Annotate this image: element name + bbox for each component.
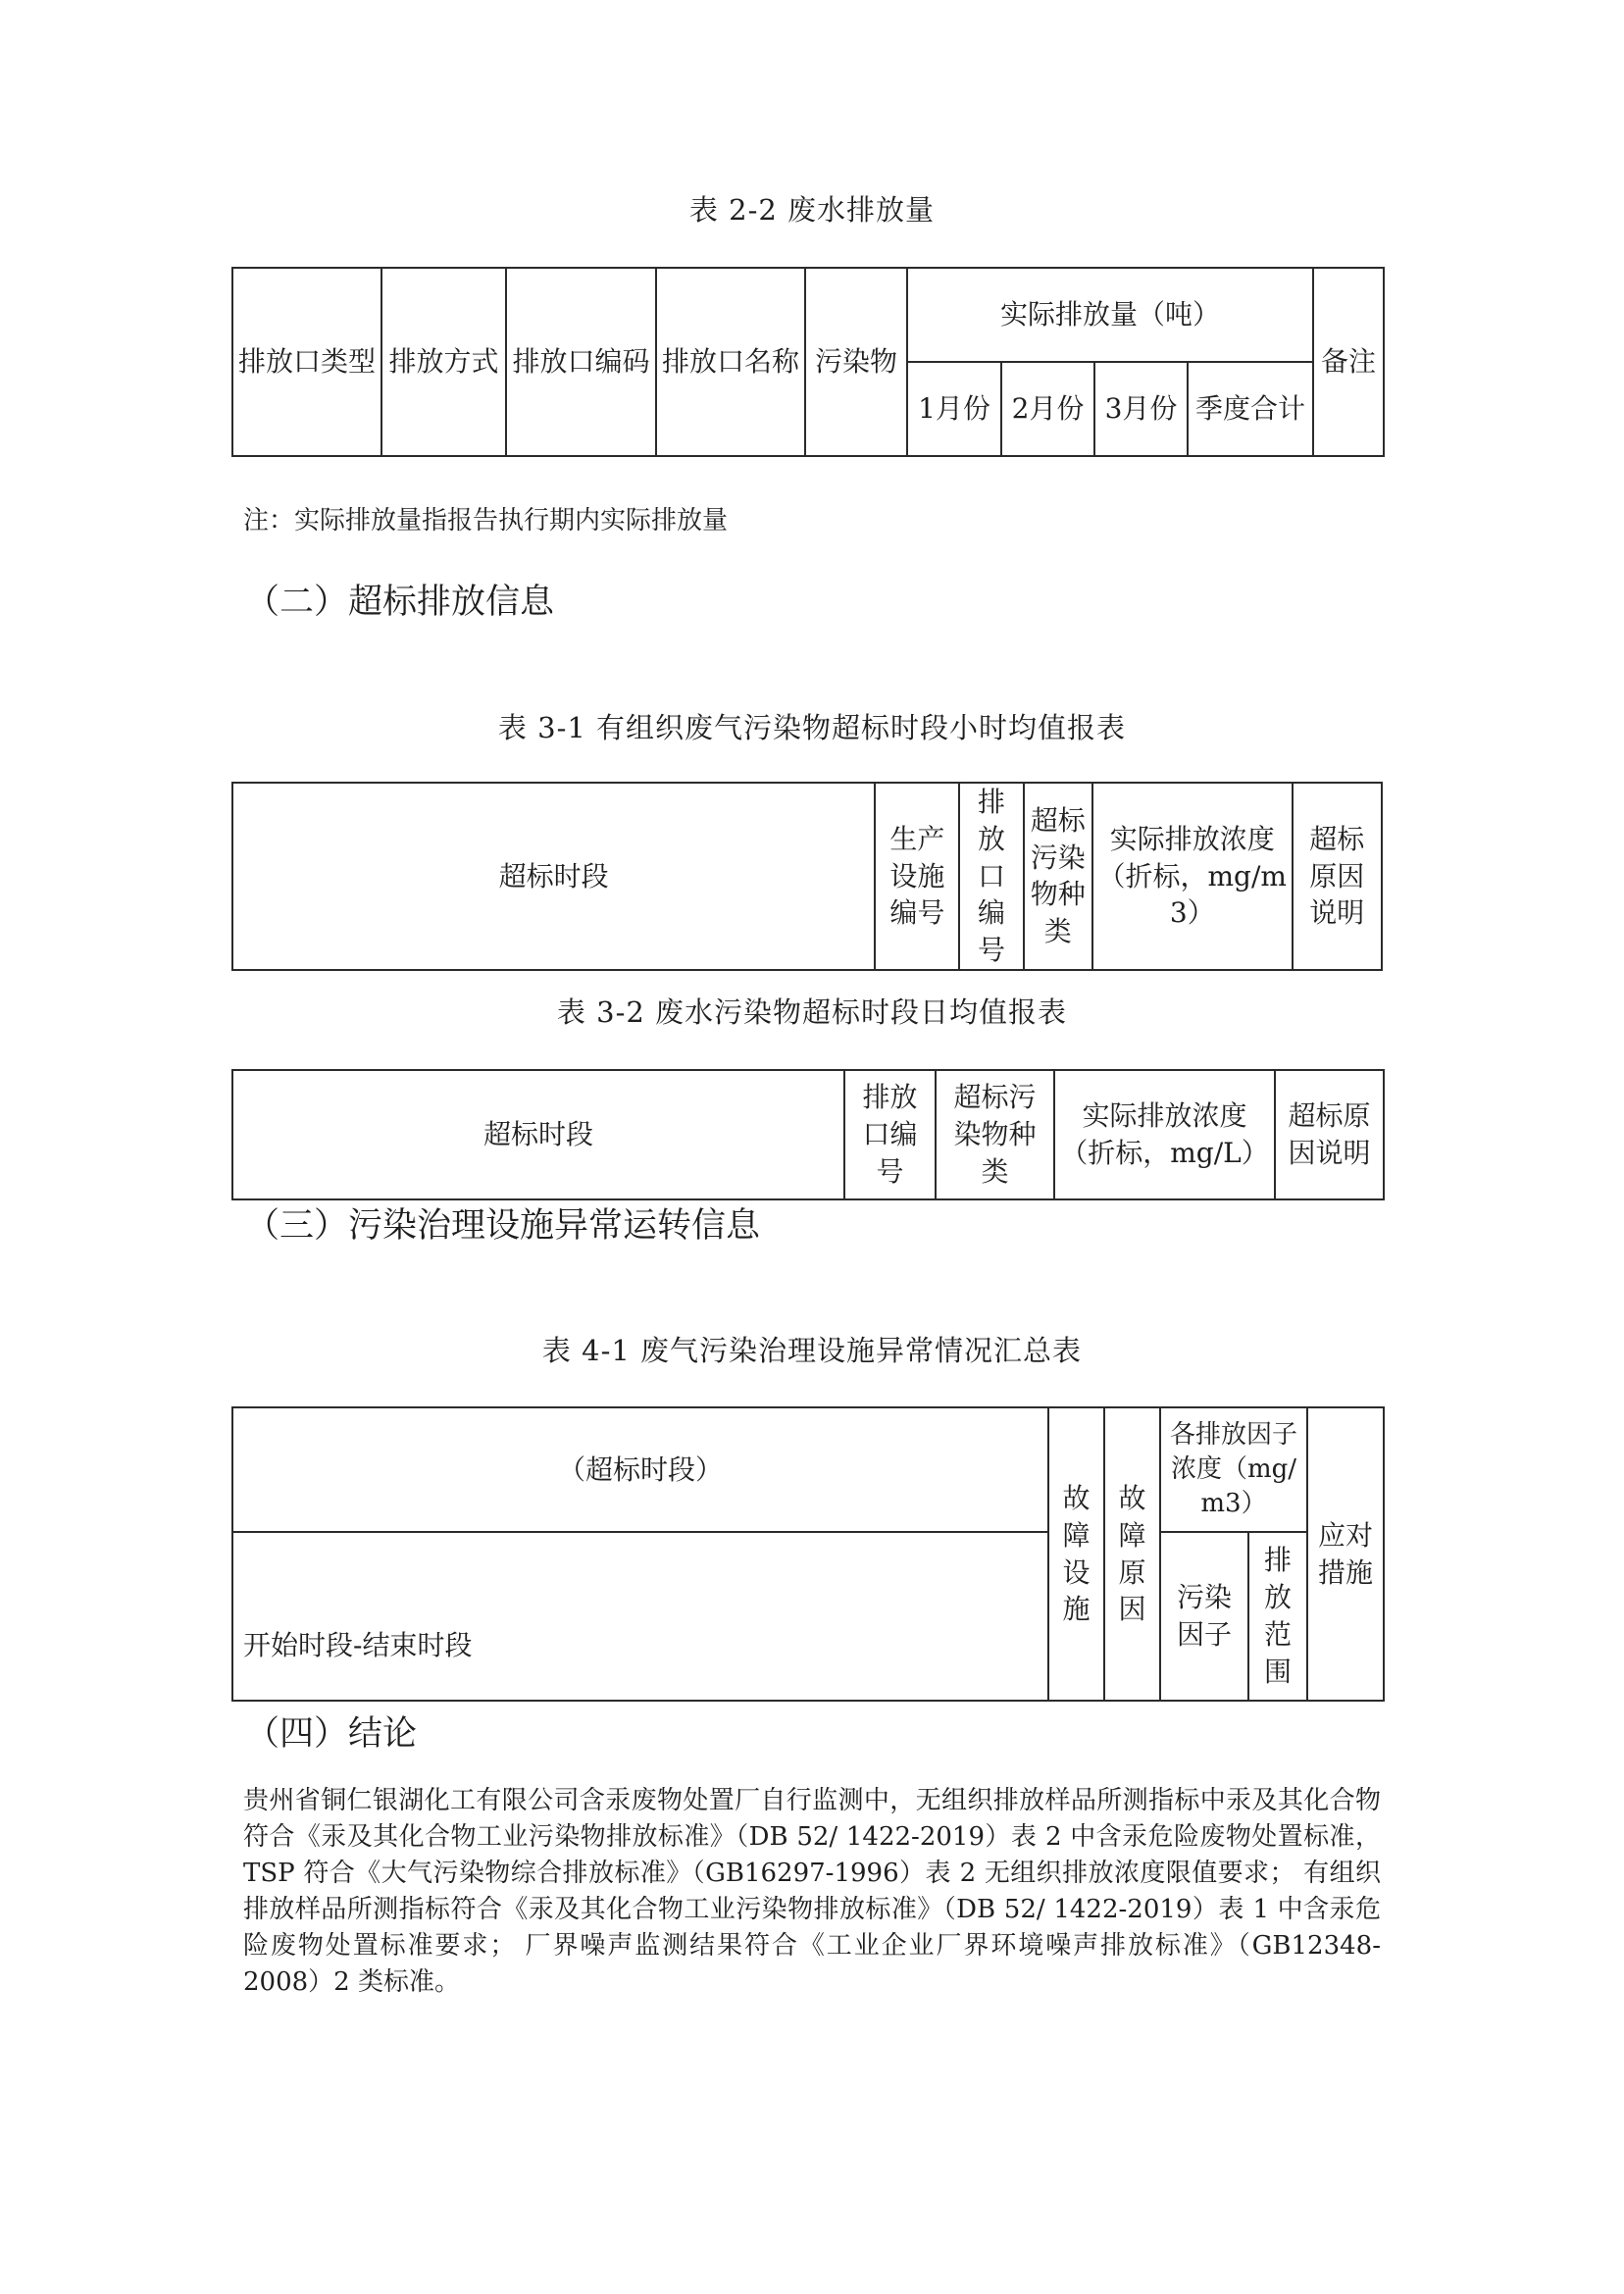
table-2-2 xyxy=(231,267,1385,457)
header-remark: 备注 xyxy=(1313,268,1384,456)
period-range: 开始时段-结束时段 xyxy=(232,1532,1048,1701)
header-quarter-total: 季度合计 xyxy=(1188,362,1313,456)
section-4-heading: （四）结论 xyxy=(245,1714,418,1754)
header-exceed-period: 超标时段 xyxy=(232,1070,844,1199)
header-actual-amount: 实际排放量（吨） xyxy=(907,268,1313,362)
header-outlet-code: 排放口编码 xyxy=(506,268,656,456)
header-exceed-pollutant: 超标污染物种类 xyxy=(1024,783,1092,970)
header-outlet-code: 排放口编号 xyxy=(959,783,1023,970)
table-3-1-title: 表 3-1 有组织废气污染物超标时段小时均值报表 xyxy=(497,711,1127,744)
header-month-3: 3月份 xyxy=(1094,362,1188,456)
table-2-2-title: 表 2-2 废水排放量 xyxy=(688,193,936,227)
header-discharge-method: 排放方式 xyxy=(381,268,506,456)
header-pollutant: 污染物 xyxy=(805,268,907,456)
header-emission-range: 排放范围 xyxy=(1248,1532,1307,1701)
table-3-1 xyxy=(231,782,1383,971)
table-3-2-title: 表 3-2 废水污染物超标时段日均值报表 xyxy=(556,995,1068,1029)
header-exceed-period: 超标时段 xyxy=(232,783,875,970)
header-outlet-type: 排放口类型 xyxy=(232,268,381,456)
section-2-heading: （二）超标排放信息 xyxy=(245,583,555,622)
header-facility-code: 生产设施编号 xyxy=(875,783,959,970)
header-actual-concentration: 实际排放浓度（折标，mg/m3） xyxy=(1092,783,1293,970)
conclusion-paragraph: 贵州省铜仁银湖化工有限公司含汞废物处置厂自行监测中，无组织排放样品所测指标中汞及其化合物符合《汞及其化合物工业污染物排放标准》（DB 52/ 1422-2019）表 2 中含汞危险废物处置标准，TSP 符合《大气污染物综合排放标准》（GB16297-1996）表 2 无组织排放浓度限值要求； 有组织排放样品所测指标符合《汞及其化合物工业污染物排放标准》（DB 52/ 1422-2019）表 1 中含汞危险废物处置标准要求； 厂界噪声监测结果符合《工业企业厂界环境噪声排放标准》（GB12348-2008）2 类标准。 xyxy=(243,1786,1381,1997)
header-pollution-factor: 污染因子 xyxy=(1160,1532,1248,1701)
header-month-2: 2月份 xyxy=(1001,362,1094,456)
header-factor-concentration: 各排放因子浓度（mg/m3） xyxy=(1160,1407,1307,1532)
header-fault-reason: 故障原因 xyxy=(1104,1407,1160,1701)
header-exceed-reason: 超标原因说明 xyxy=(1293,783,1382,970)
section-3-heading: （三）污染治理设施异常运转信息 xyxy=(245,1206,761,1246)
header-outlet-code: 排放口编号 xyxy=(844,1070,936,1199)
header-outlet-name: 排放口名称 xyxy=(656,268,805,456)
table-4-1 xyxy=(231,1406,1385,1702)
header-actual-concentration: 实际排放浓度（折标，mg/L） xyxy=(1054,1070,1275,1199)
table-2-2-note: 注：实际排放量指报告执行期内实际排放量 xyxy=(243,506,729,535)
table-4-1-title: 表 4-1 废气污染治理设施异常情况汇总表 xyxy=(541,1334,1083,1367)
table-3-2 xyxy=(231,1069,1385,1200)
header-month-1: 1月份 xyxy=(907,362,1001,456)
header-exceed-period: （超标时段） xyxy=(232,1407,1048,1532)
header-exceed-reason: 超标原因说明 xyxy=(1275,1070,1384,1199)
header-exceed-pollutant: 超标污染物种类 xyxy=(936,1070,1054,1199)
header-measures: 应对措施 xyxy=(1307,1407,1384,1701)
header-fault-facility: 故障设施 xyxy=(1048,1407,1104,1701)
